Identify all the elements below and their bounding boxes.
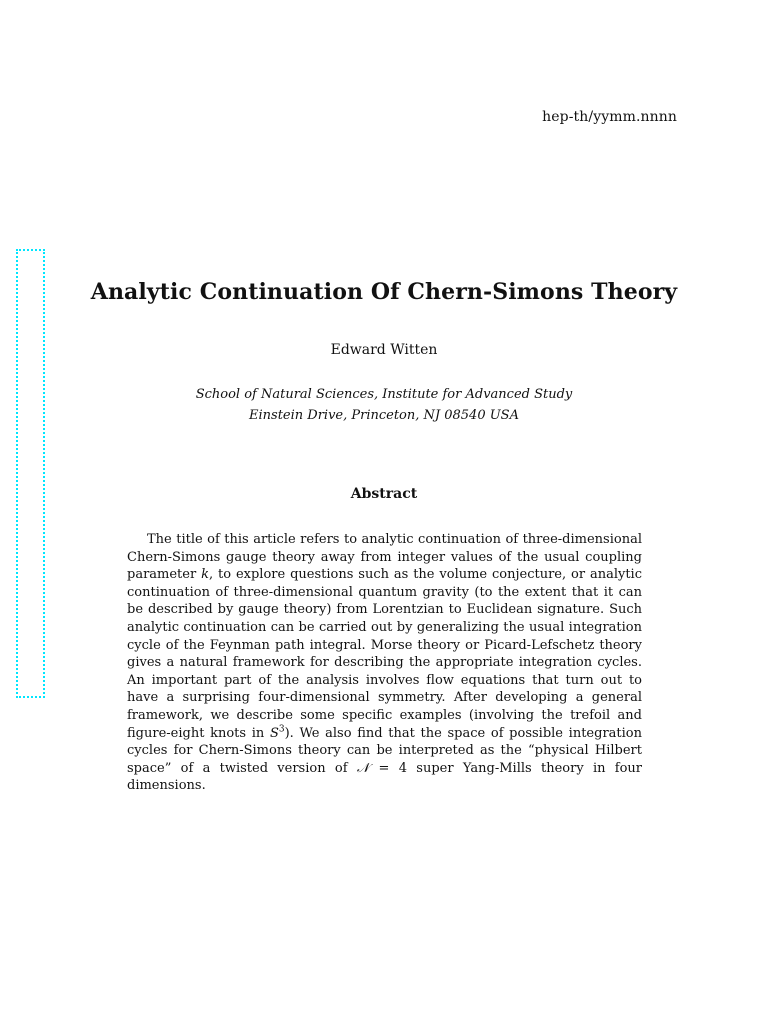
abstract-heading: Abstract xyxy=(350,486,418,502)
report-number: hep-th/yymm.nnnn xyxy=(542,109,677,125)
author-name: Edward Witten xyxy=(330,342,438,358)
abstract-text-3: ). We also find that the space of possible integration cycles for Chern-Simons theory can be interpreted as the “physical Hilbert space” of a twisted version of xyxy=(127,725,642,776)
abstract-text-2: , to explore questions such as the volume conjecture, or analytic continuation of three-dimensional quantum gravity (to the extent that it can be described by gauge theory) from Lorentzian to Euclidean signature. Such analytic continuation can be carried out by generalizing the usual integration cycle of the Feynman path integral. Morse theory or Picard-Lefschetz theory gives a natural framework for describing the appropriate integration cycles. An important part of the analysis involves flow equations that turn out to have a surprising four-dimensional symmetry. After developing a general framework, we describe some specific examples (involving the trefoil and figure-eight knots in xyxy=(127,567,643,741)
math-N: 𝒩 xyxy=(356,760,370,776)
margin-link-box[interactable] xyxy=(16,249,45,698)
abstract-body xyxy=(127,531,642,795)
affiliation-line-2: Einstein Drive, Princeton, NJ 08540 USA xyxy=(249,408,519,423)
abstract-text-4: = 4 super Yang-Mills theory in four dimensions. xyxy=(127,760,642,794)
math-k: k xyxy=(201,567,209,583)
abstract-text-1: The title of this article refers to analytic continuation of three-dimensional Chern-Simons gauge theory away from integer values of the usual coupling parameter xyxy=(127,532,642,583)
affiliation xyxy=(0,384,768,426)
math-superscript-3: 3 xyxy=(278,724,285,735)
paper-title: Analytic Continuation Of Chern-Simons Theory xyxy=(90,279,678,305)
affiliation-line-1: School of Natural Sciences, Institute for Advanced Study xyxy=(195,387,573,402)
math-S: S xyxy=(269,725,279,741)
